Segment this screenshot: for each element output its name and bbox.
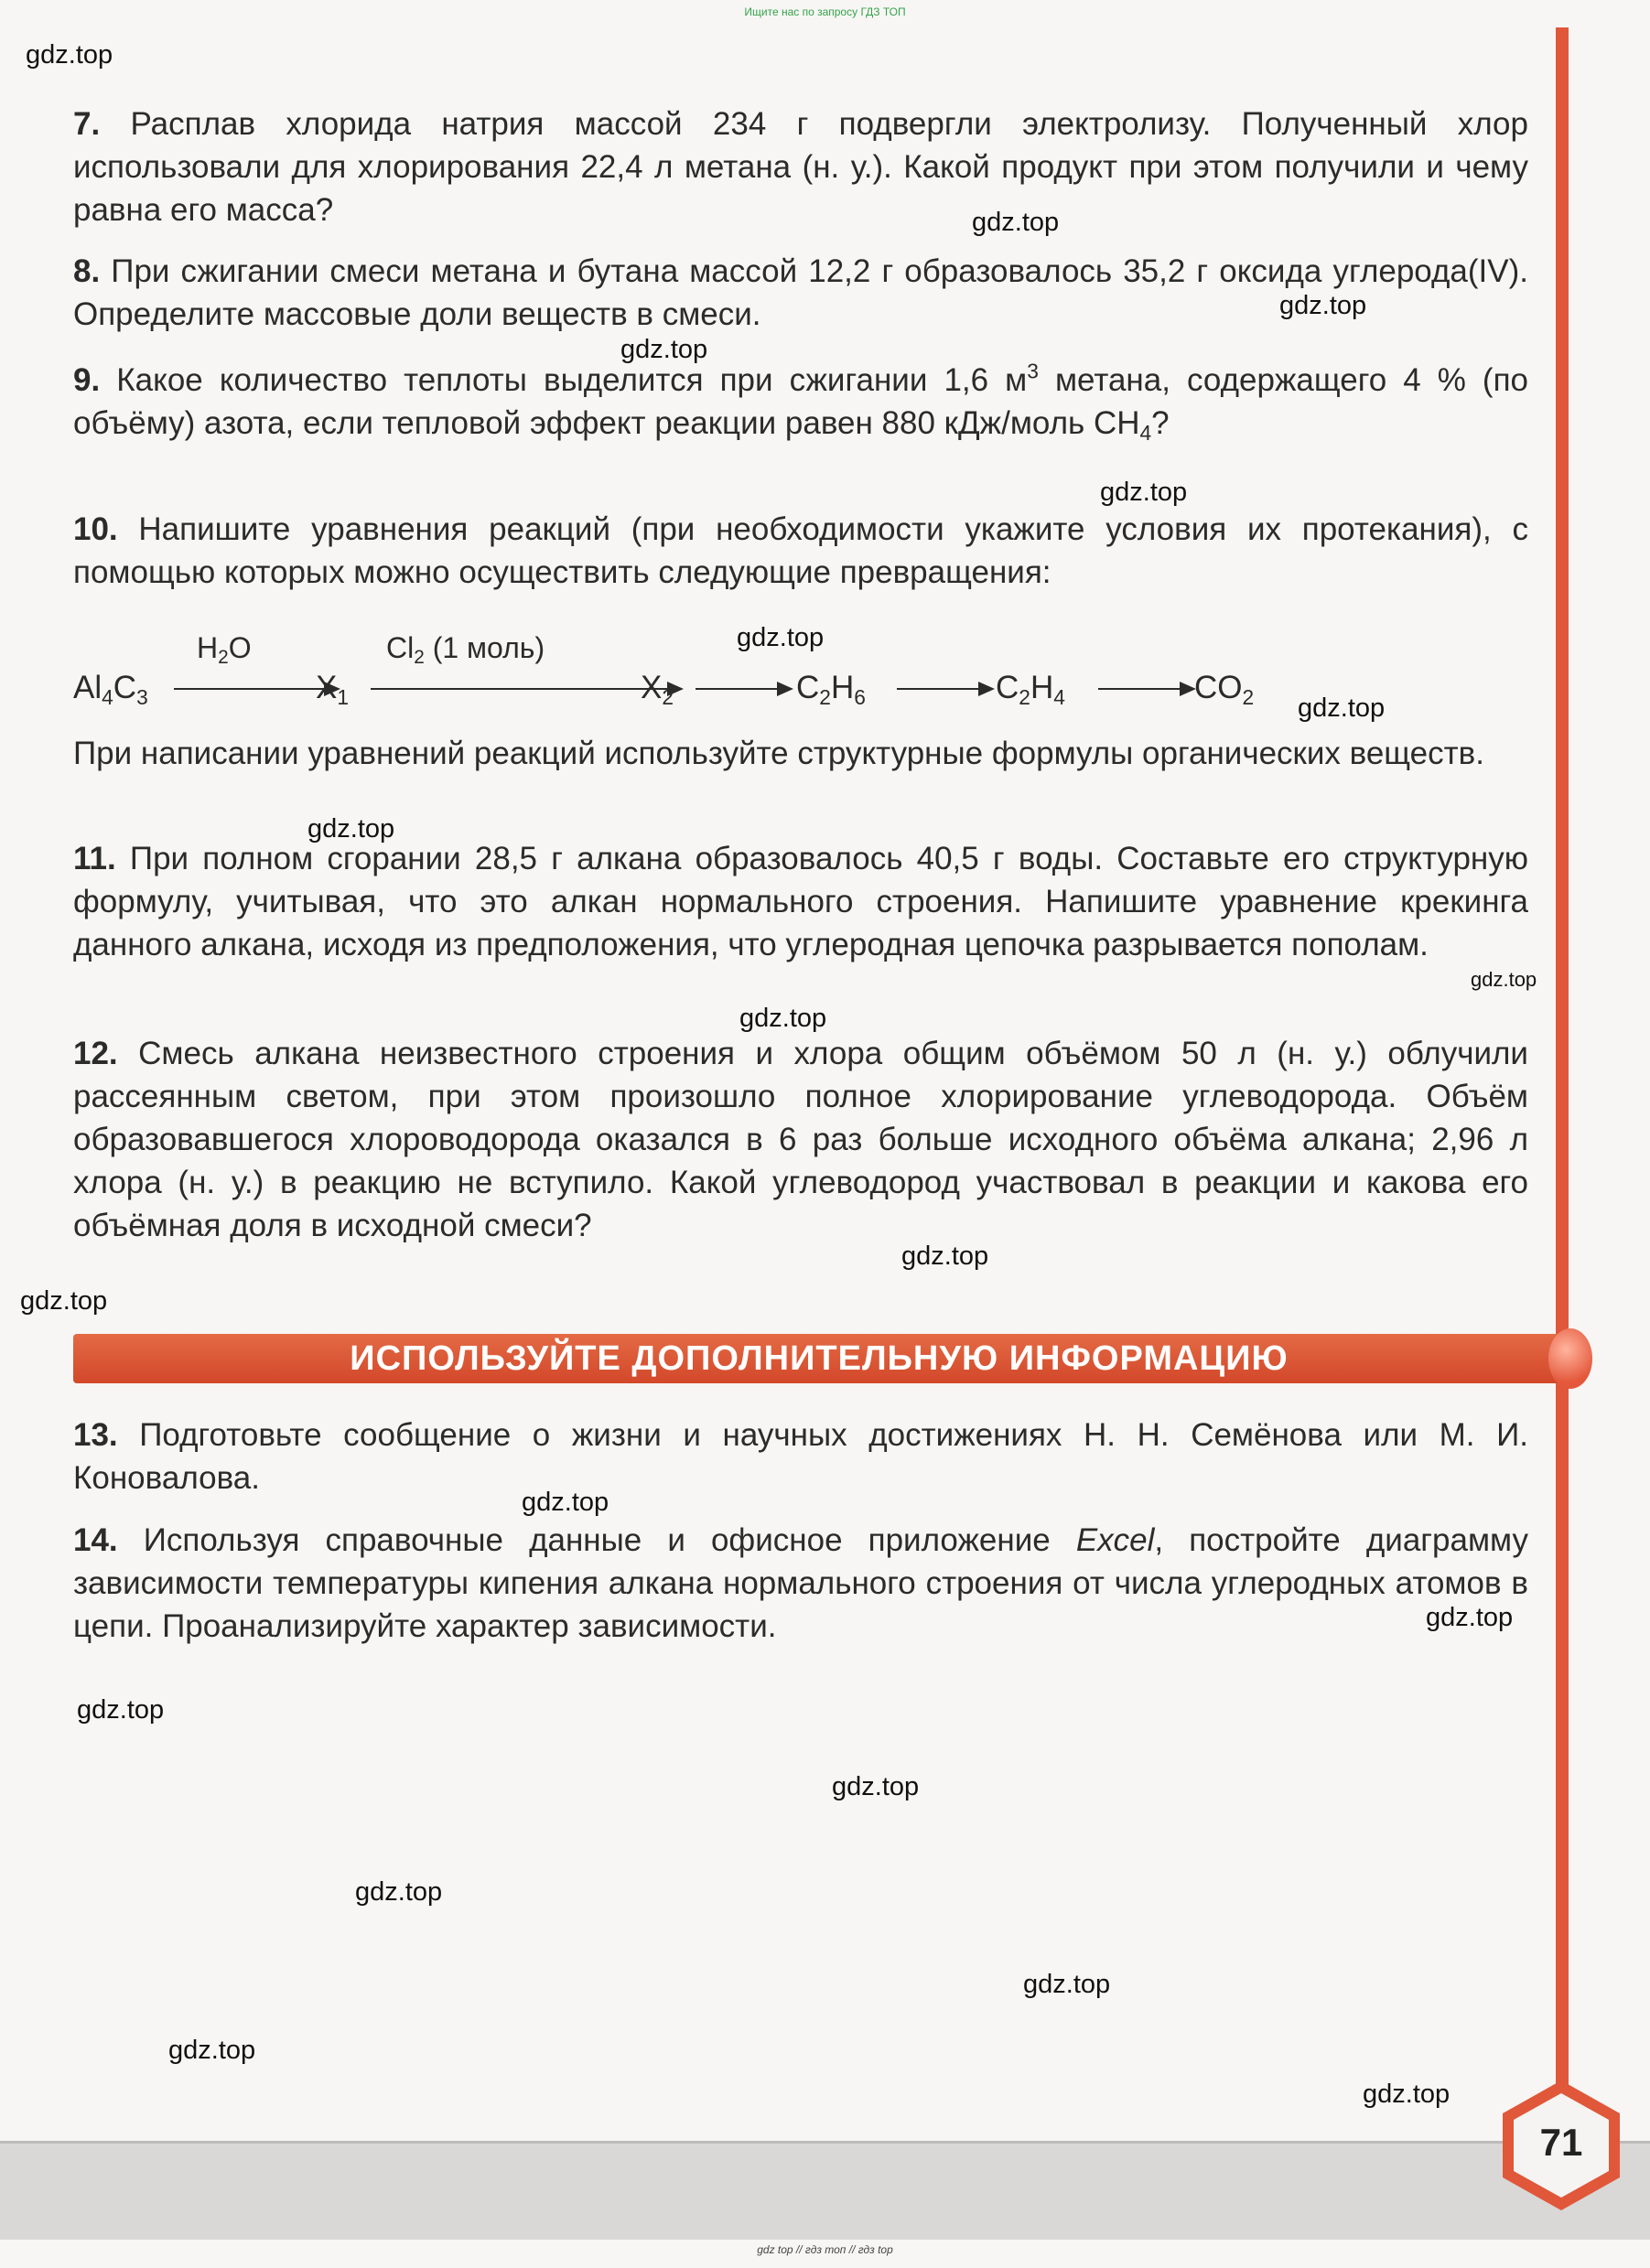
scheme-arrow-2 xyxy=(371,688,682,690)
watermark: gdz.top xyxy=(1363,2080,1450,2109)
task-9-subscript: 4 xyxy=(1139,420,1152,445)
watermark: gdz.top xyxy=(522,1488,609,1517)
task-9-number: 9. xyxy=(73,362,101,398)
scheme-arrow-4 xyxy=(897,688,993,690)
scheme-label-h2o: $H_2O$ xyxy=(197,631,252,669)
task-7-number: 7. xyxy=(73,106,101,142)
task-12 xyxy=(73,1032,1528,1247)
page-number: 71 xyxy=(1539,2121,1583,2164)
watermark: gdz.top xyxy=(620,335,708,364)
task-9 xyxy=(73,359,1528,445)
scheme-arrow-1 xyxy=(174,688,339,690)
task-13-number: 13. xyxy=(73,1417,118,1453)
watermark: gdz.top xyxy=(1426,1603,1514,1632)
task-11 xyxy=(73,837,1528,966)
section-banner: ИСПОЛЬЗУЙТЕ ДОПОЛНИТЕЛЬНУЮ ИНФОРМАЦИЮ xyxy=(73,1334,1565,1383)
task-9-superscript: 3 xyxy=(1027,359,1039,383)
scheme-co2: $CO_2$ xyxy=(1194,670,1255,709)
task-14-text-b: , постройте диаграмму зависимости температуры кипения алкана нормального строения от числа углеродных атомов в цепи. Проанализируйте характер зависимости. xyxy=(73,1522,1528,1644)
watermark: gdz.top xyxy=(307,814,395,844)
task-7-text: Расплав хлорида натрия массой 234 г подвергли электролизу. Полученный хлор использовали для хлорирования 22,4 л метана (н. у.). Какой продукт при этом получили и чему равна его масса? xyxy=(73,106,1528,228)
watermark: gdz.top xyxy=(1279,291,1367,320)
watermark: gdz.top xyxy=(737,623,825,652)
header-note: Ищите нас по запросу ГДЗ ТОП xyxy=(744,5,906,18)
task-12-text: Смесь алкана неизвестного строения и хлора общим объёмом 50 л (н. у.) облучили рассеянным светом, при этом произошло полное хлорирование углеводорода. Объём образовавшегося хлороводорода оказался в 6 раз больше исходного объёма алкана; 2,96 л хлора (н. у.) в реакцию не вступило. Какой углеводород участвовал в реакции и какова его объёмная доля в исходной смеси? xyxy=(73,1036,1528,1243)
task-10-note-text: При написании уравнений реакций используйте структурные формулы органических веществ. xyxy=(73,736,1484,771)
watermark: gdz.top xyxy=(20,1286,108,1316)
watermark: gdz.top xyxy=(355,1877,443,1907)
banner-knob xyxy=(1548,1328,1592,1389)
watermark: gdz.top xyxy=(1471,968,1537,991)
task-11-text: При полном сгорании 28,5 г алкана образовалось 40,5 г воды. Составьте его структурную формулу, учитывая, что это алкан нормального строения. Напишите уравнение крекинга данного алкана, исходя из предположения, что углеродная цепочка разрывается пополам. xyxy=(73,841,1528,962)
scheme-c2h4: $C_2H_4$ xyxy=(996,670,1065,709)
task-14-excel: Excel xyxy=(1075,1522,1155,1558)
task-9-text-a: Какое количество теплоты выделится при сжигании 1,6 м xyxy=(116,362,1028,398)
watermark: gdz.top xyxy=(168,2036,256,2065)
bottom-band xyxy=(0,2141,1650,2240)
task-10 xyxy=(73,508,1528,594)
task-13-text: Подготовьте сообщение о жизни и научных достижениях Н. Н. Семёнова или М. И. Коновалова. xyxy=(73,1417,1528,1496)
task-8-number: 8. xyxy=(73,253,101,289)
watermark: gdz.top xyxy=(832,1772,920,1801)
scheme-arrow-5 xyxy=(1098,688,1194,690)
task-13 xyxy=(73,1413,1528,1499)
task-10-number: 10. xyxy=(73,511,118,547)
scheme-x2: $X_2$ xyxy=(641,670,674,709)
watermark: gdz.top xyxy=(1298,693,1386,723)
scheme-x1: $X_1$ xyxy=(316,670,350,709)
scheme-c2h6: $C_2H_6$ xyxy=(796,670,866,709)
task-12-number: 12. xyxy=(73,1036,118,1071)
task-14 xyxy=(73,1519,1528,1648)
watermark: gdz.top xyxy=(26,40,113,70)
scheme-arrow-3 xyxy=(696,688,792,690)
task-7 xyxy=(73,102,1528,231)
watermark: gdz.top xyxy=(739,1004,827,1033)
task-9-text-b: метана, содержащего 4 % (по объёму) азота, если тепловой эффект реакции равен 880 кДж/моль CH xyxy=(73,362,1529,441)
watermark: gdz.top xyxy=(901,1241,989,1271)
watermark: gdz.top xyxy=(972,208,1060,237)
task-14-text-a: Используя справочные данные и офисное приложение xyxy=(143,1522,1076,1558)
watermark: gdz.top xyxy=(1023,1970,1111,1999)
scheme-al4c3: $Al_4C_3$ xyxy=(73,670,148,709)
task-14-number: 14. xyxy=(73,1522,118,1558)
task-11-number: 11. xyxy=(73,841,116,876)
right-margin-bar xyxy=(1556,27,1569,2109)
task-10-note xyxy=(73,732,1528,775)
footer-note: gdz top // гдз топ // гдз top xyxy=(757,2243,893,2256)
task-8-text: При сжигании смеси метана и бутана массой 12,2 г образовалось 35,2 г оксида углерода(IV). Определите массовые доли веществ в смеси. xyxy=(73,253,1528,332)
watermark: gdz.top xyxy=(77,1695,165,1725)
task-10-text: Напишите уравнения реакций (при необходимости укажите условия их протекания), с помощью которых можно осуществить следующие превращения: xyxy=(73,511,1528,590)
watermark: gdz.top xyxy=(1100,478,1188,507)
scheme-label-cl2: $Cl_2$ (1 моль) xyxy=(386,631,545,669)
task-9-text-c: ? xyxy=(1151,405,1170,441)
